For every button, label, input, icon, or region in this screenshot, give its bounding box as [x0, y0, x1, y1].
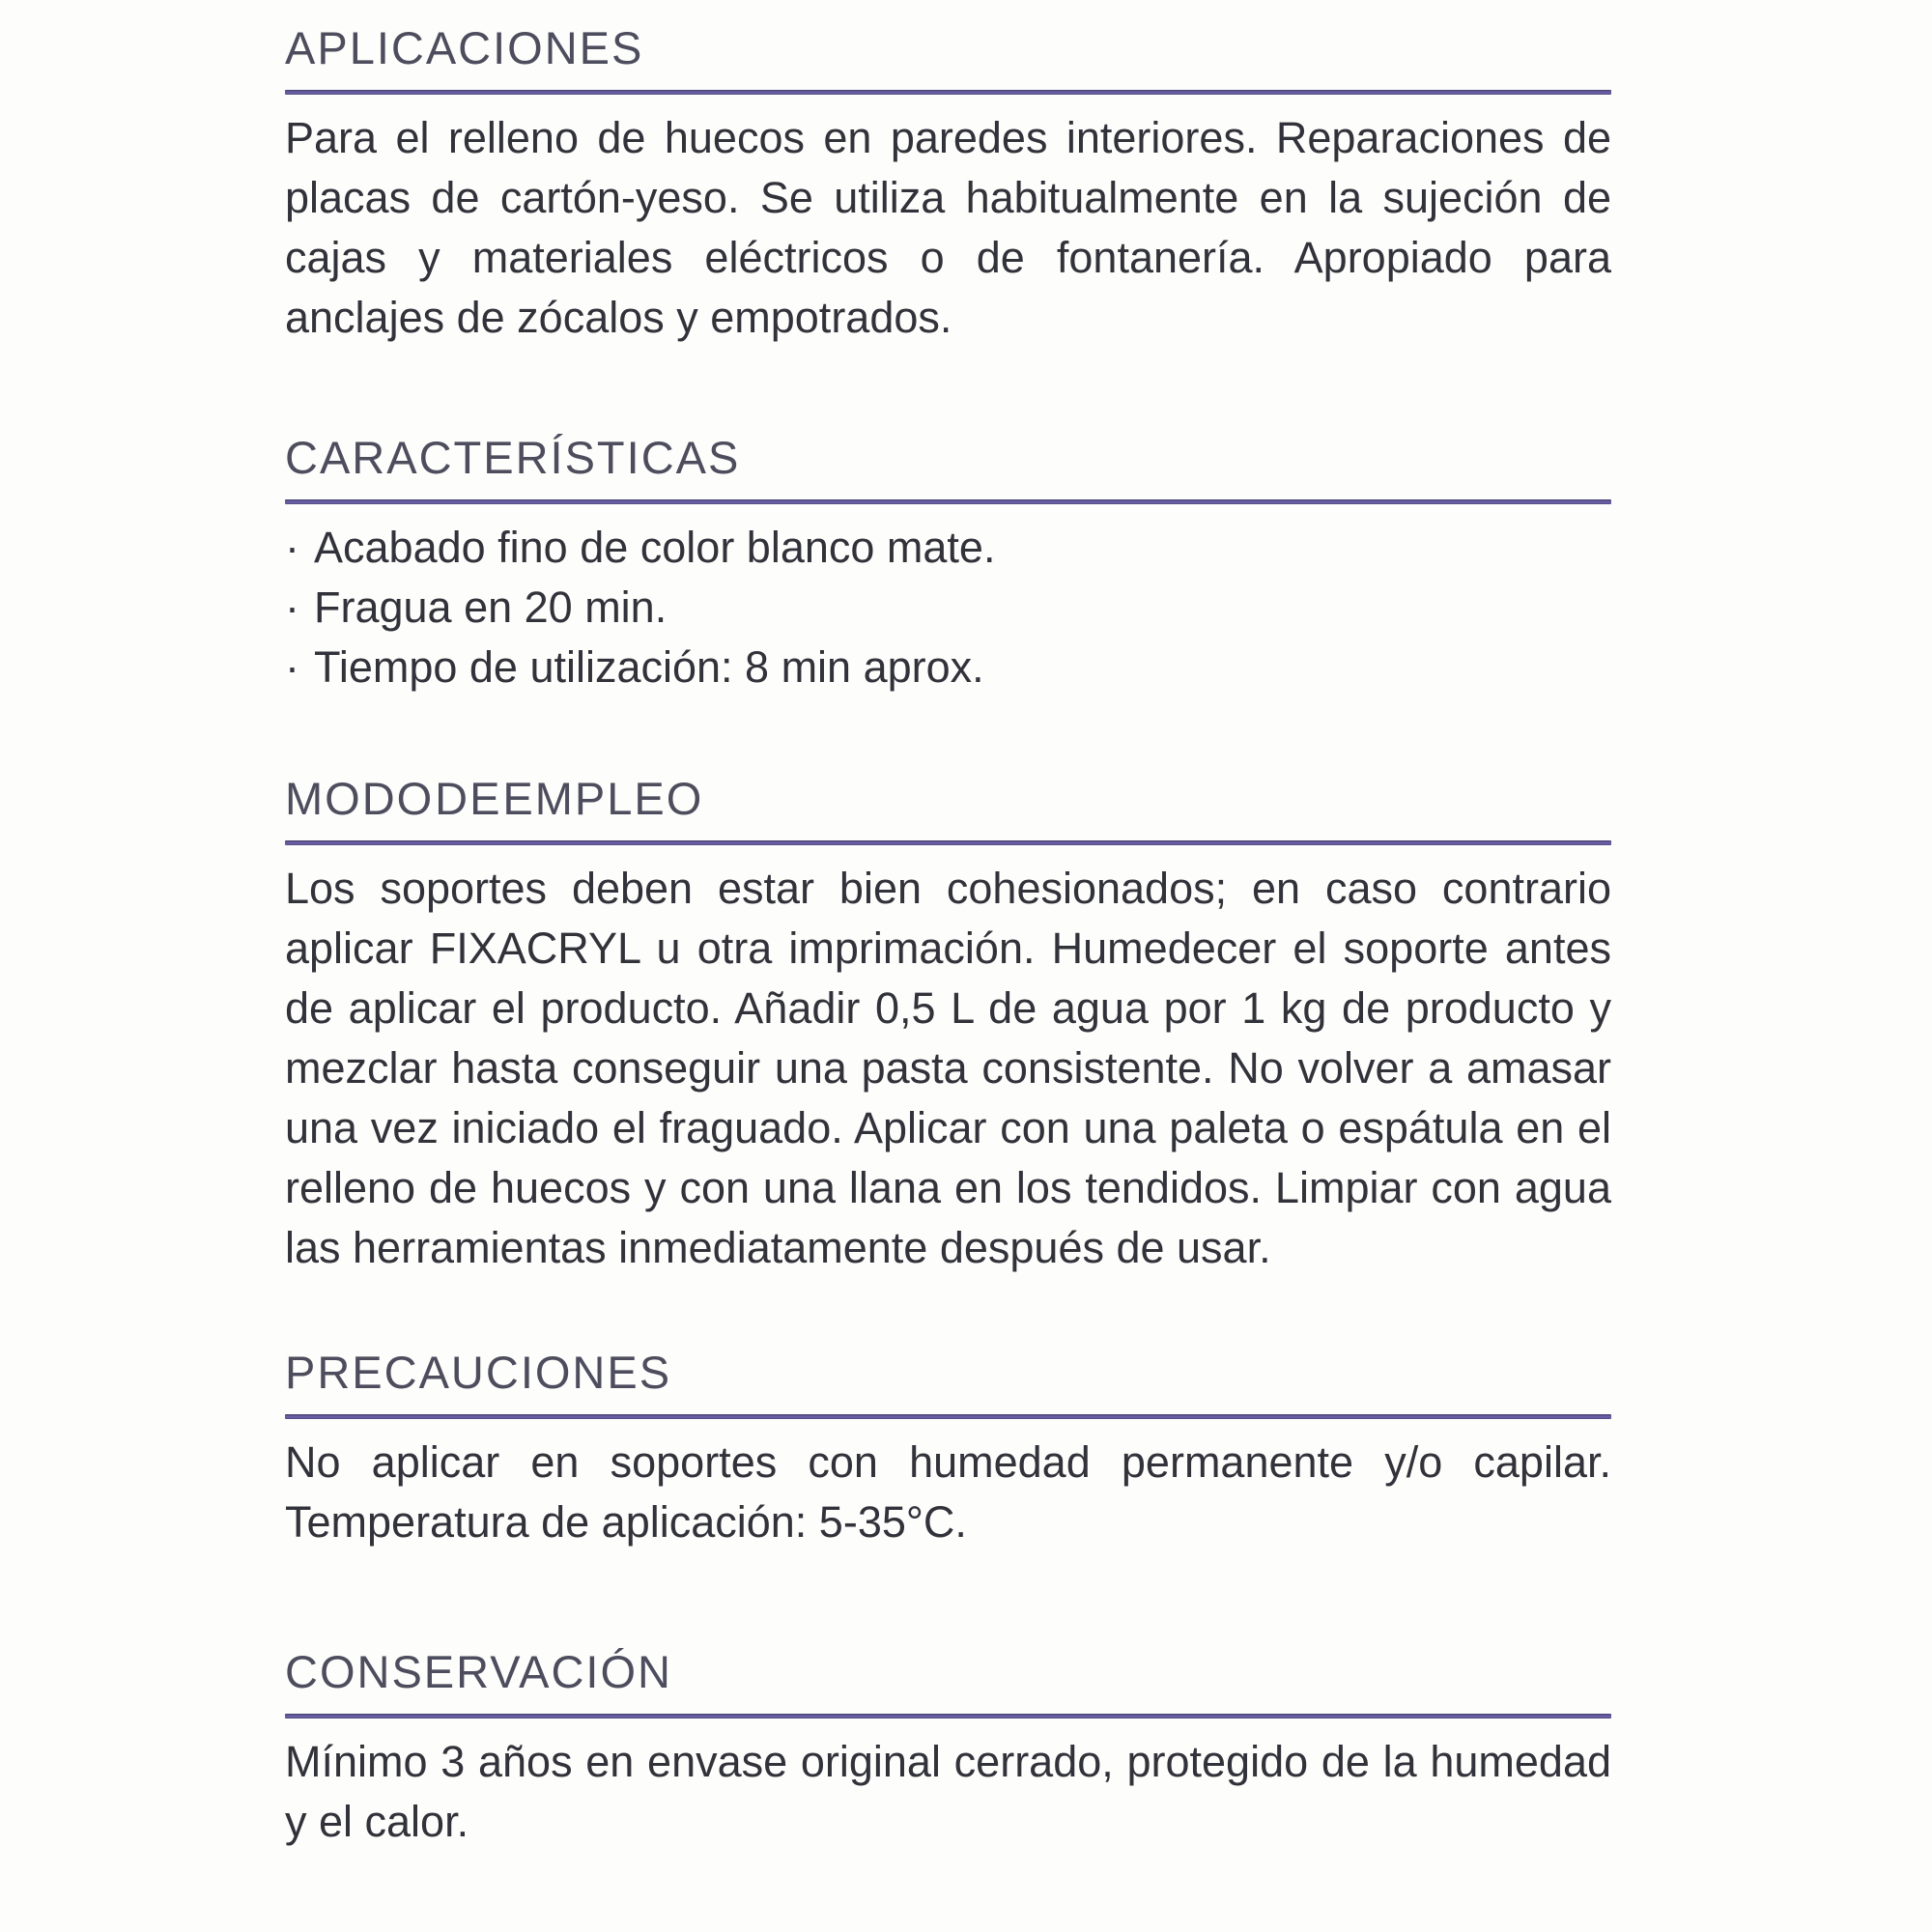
section-body-modo-de-empleo: Los soportes deben estar bien cohesionados; en caso contrario aplicar FIXACRYL u otra imprimación. Humedecer el soporte antes de aplicar el producto. Añadir 0,5 L de agua por 1 kg de producto y mezclar hasta conseguir una pasta consistente. No volver a amasar una vez iniciado el fraguado. Aplicar con una paleta o espátula en el relleno de huecos y con una llana en los tendidos. Limpiar con agua las herramientas inmediatamente después de usar. — [285, 864, 1611, 1272]
list-item — [285, 518, 1611, 578]
section-conservacion — [285, 1646, 1611, 1852]
list-item-text: Tiempo de utilización: 8 min aprox. — [314, 642, 984, 692]
section-title-conservacion: CONSERVACIÓN — [285, 1646, 672, 1697]
list-item-text: Fragua en 20 min. — [314, 582, 668, 632]
section-body-precauciones: No aplicar en soportes con humedad permanente y/o capilar. Temperatura de aplicación: 5-35°C. — [285, 1437, 1611, 1547]
section-divider — [285, 1414, 1611, 1419]
section-title-caracteristicas: CARACTERÍSTICAS — [285, 432, 741, 483]
section-title-modo-de-empleo: MODO DE EMPLEO — [285, 773, 704, 824]
list-item — [285, 638, 1611, 697]
section-modo-de-empleo — [285, 773, 1611, 1278]
section-divider — [285, 840, 1611, 845]
section-title-aplicaciones: APLICACIONES — [285, 22, 644, 73]
section-title-precauciones: PRECAUCIONES — [285, 1347, 672, 1398]
section-aplicaciones — [285, 22, 1611, 348]
list-item — [285, 578, 1611, 638]
section-divider — [285, 1714, 1611, 1719]
datasheet-content-column — [285, 0, 1611, 1852]
caracteristicas-list — [285, 518, 1611, 697]
section-divider — [285, 499, 1611, 504]
bullet-icon: · — [285, 523, 299, 572]
section-caracteristicas — [285, 432, 1611, 697]
bullet-icon: · — [285, 582, 299, 632]
section-divider — [285, 90, 1611, 95]
section-body-conservacion: Mínimo 3 años en envase original cerrado, protegido de la humedad y el calor. — [285, 1737, 1611, 1846]
bullet-icon: · — [285, 642, 299, 692]
section-body-aplicaciones: Para el relleno de huecos en paredes interiores. Reparaciones de placas de cartón-yeso. Se utiliza habitualmente en la sujeción de cajas y materiales eléctricos o de fontanería. Apropiado para anclajes de zócalos y empotrados. — [285, 113, 1611, 342]
list-item-text: Acabado fino de color blanco mate. — [314, 523, 996, 572]
section-precauciones — [285, 1347, 1611, 1552]
